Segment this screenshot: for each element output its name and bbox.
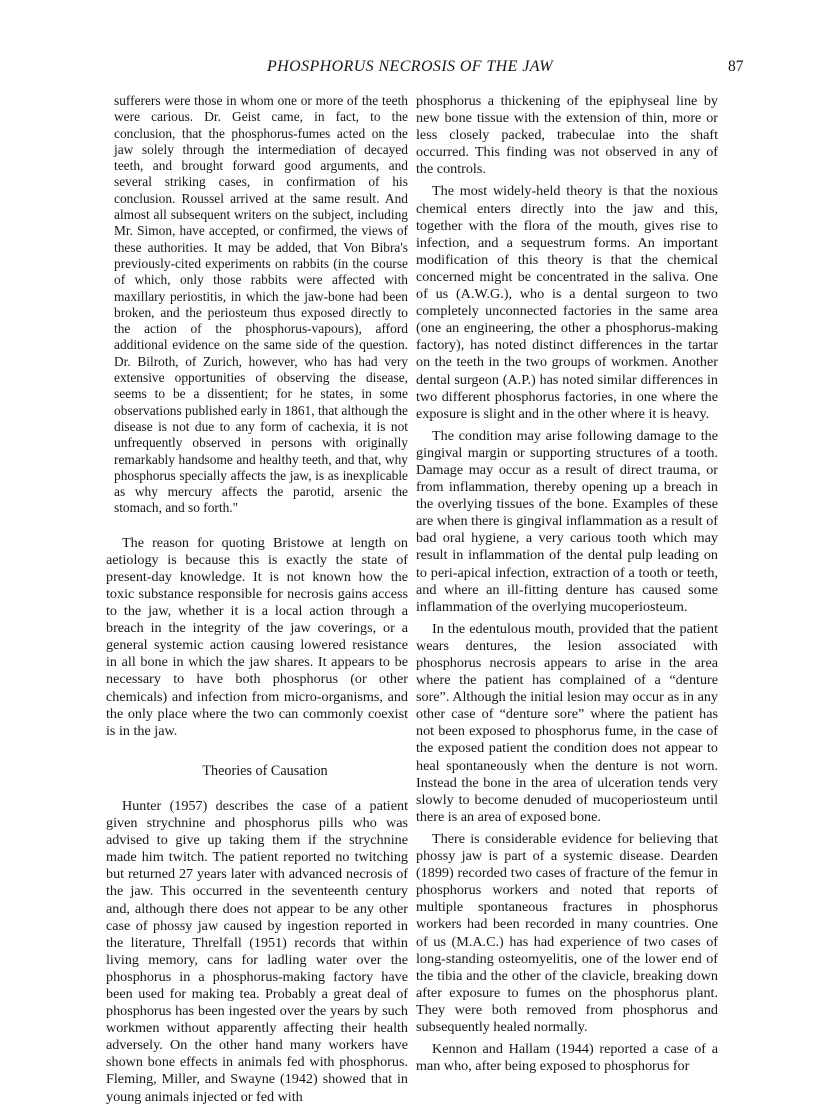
paragraph-systemic: There is considerable evidence for believing that phossy jaw is part of a systemic disease. Dearden (1899) recorded two cases of fracture of the femur in phosphorus workers and noted that reports of multiple spontaneous fractures in phosphorus workers had been recorded in many countries. One of us (M.A.C.) has had experience of two cases of long-standing osteomyelitis, one of the lower end of the tibia and the other of the clavicle, breaking down after exposure to fumes on the phosphorus plant. They were both removed from phosphorus and subsequently healed normally. [416, 830, 718, 1035]
paragraph-edentulous: In the edentulous mouth, provided that the patient wears dentures, the lesion associated with phosphorus necrosis appears to arise in the area where the patient has complained of a “denture sore”. Although the initial lesion may occur as in any other case of “denture sore” where the patient has not been exposed to phosphorus fume, in the case of the exposed patient the condition does not appear to heal spontaneously when the denture is not worn. Instead the bone in the area of ulceration tends very slowly to become denuded of mucoperiosteum until there is an area of exposed bone. [416, 620, 718, 825]
spacer [106, 517, 408, 535]
paragraph-damage: The condition may arise following damage to the gingival margin or supporting structures of a tooth. Damage may occur as a result of direct trauma, or from inflammation, thereby opening up a breach in the overlying tissues of the bone. Examples of these are when there is gingival inflammation as a result of bad oral hygiene, a very carious tooth which may result in inflammation of the dental pulp leading on to peri-apical infection, extraction of a tooth or teeth, and where an ill-fitting denture has caused some inflammation of the overlying mucoperiosteum. [416, 427, 718, 615]
quoted-passage: sufferers were those in whom one or more of the teeth were carious. Dr. Geist came, in fact, to the conclusion, that the phosphorus-fumes acted on the jaw solely through the intermediation of decayed teeth, and brought forward good arguments, and several striking cases, in confirmation of his conclusion. Roussel arrived at the same result. And almost all subsequent writers on the subject, including Mr. Simon, have accepted, or confirmed, the views of these authorities. It may be added, that Von Bibra's previously-cited experiments on rabbits (in the course of which, only those rabbits were affected with maxillary periostitis, in which the jaw-bone had been broken, and the periosteum thus exposed directly to the action of the phosphorus-vapours), afford additional evidence on the same side of the question. Dr. Bilroth, of Zurich, however, who has had very extensive opportunities of observing the disease, seems to be a dissentient; for he states, in some observations published early in 1861, that although the disease is not due to any form of cachexia, it is not unfrequently observed in persons with originally remarkably handsome and healthy teeth, and that, why phosphorus specially affects the jaw, is as inexplicable as why mercury affects the parotid, arsenic the stomach, and so forth." [114, 93, 408, 516]
section-heading: Theories of Causation [202, 762, 328, 779]
paragraph-kennon: Kennon and Hallam (1944) reported a case of a man who, after being exposed to phosphorus for [416, 1041, 718, 1075]
spacer [106, 780, 408, 798]
spacer [106, 740, 408, 758]
paragraph-theory: The most widely-held theory is that the noxious chemical enters directly into the jaw and this, together with the flora of the mouth, gives rise to infection, and a sequestrum forms. An important modification of this theory is that the chemical concerned might be concentrated in the saliva. One of us (A.W.G.), who is a dental surgeon to two completely unconnected factories in the same area (one an engineering, the other a phosphorus-making factory), has noted distinct differences in the tartar on the teeth in the two groups of workmen. Another dental surgeon (A.P.) has noted similar differences in two different phosphorus factories, in one where the exposure is slight and in the other where it is heavy. [416, 183, 718, 422]
running-title: PHOSPHORUS NECROSIS OF THE JAW [266, 58, 554, 75]
paragraph-continuation: phosphorus a thickening of the epiphyseal line by new bone tissue with the extension of thin, more or less closely packed, trabeculae into the shaft occurred. This finding was not observed in any of the controls. [416, 93, 718, 178]
left-column [106, 93, 408, 1106]
right-column [416, 93, 718, 1075]
paragraph-bristowe: The reason for quoting Bristowe at length on aetiology is because this is exactly the state of present-day knowledge. It is not known how the toxic substance responsible for necrosis gains access to the jaw, whether it is a local action through a breach in the integrity of the jaw coverings, or a general systemic action causing lowered resistance in all bone in which the jaw shares. It appears to be necessary to have both phosphorus (or other chemicals) and infection from micro-organisms, and the only place where the two can commonly coexist is in the jaw. [106, 534, 408, 739]
page-number: 87 [728, 58, 744, 75]
paragraph-hunter: Hunter (1957) describes the case of a patient given strychnine and phosphorus pills who was advised to give up taking them if the strychnine made him twitch. The patient reported no twitching but returned 27 years later with advanced necrosis of the jaw. This occurred in the seventeenth century and, although there does not appear to be any other case of phossy jaw caused by ingestion reported in the literature, Threlfall (1951) records that within living memory, cans for ladling water over the phosphorus in a phosphorus-making factory have been used for making tea. Probably a great deal of phosphorus has been ingested over the years by such workmen without apparently affecting their health adversely. On the other hand many workers have shown bone effects in animals fed with phosphorus. Fleming, Miller, and Swayne (1942) showed that in young animals injected or fed with [106, 797, 408, 1105]
